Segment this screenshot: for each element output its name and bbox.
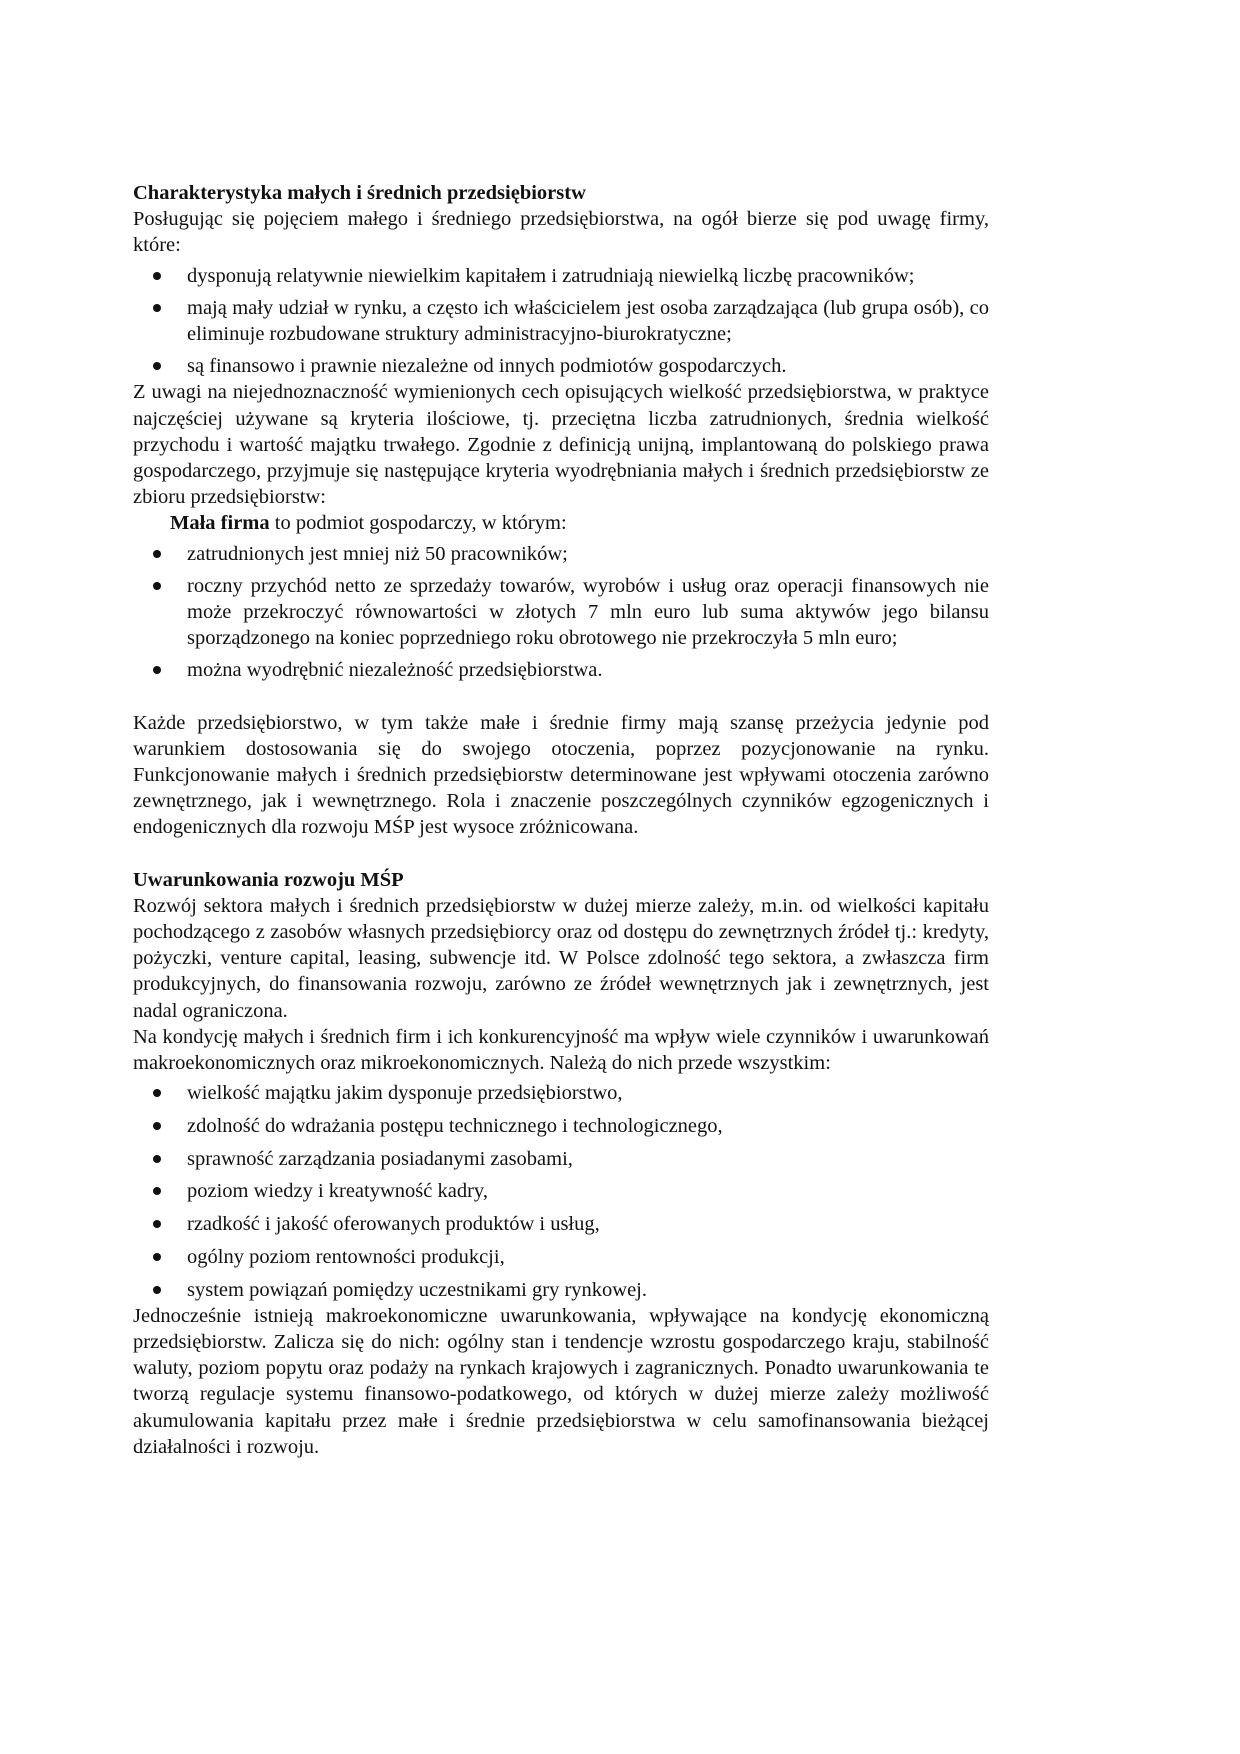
bullet-icon <box>153 1286 161 1294</box>
bullet-icon <box>153 362 161 370</box>
bullet-icon <box>153 1122 161 1130</box>
factors-intro-paragraph: Na kondycję małych i średnich firm i ich konkurencyjność ma wpływ wiele czynników i uwarunkowań makroekonomicznych oraz mikroekonomicznych. Należą do nich przede wszystkim: <box>133 1025 989 1075</box>
criteria-paragraph: Z uwagi na niejednoznaczność wymienionych cech opisujących wielkość przedsiębiorstwa, w praktyce najczęściej używane są kryteria ilościowe, tj. przeciętna liczba zatrudnionych, średnia wielkość przychodu i wartość majątku trwałego. Zgodnie z definicją unijną, implantowaną do polskiego prawa gospodarczego, przyjmuje się następujące kryteria wyodrębniania małych i średnich przedsiębiorstw ze zbioru przedsiębiorstw: <box>133 381 989 509</box>
list-item: są finansowo i prawnie niezależne od innych podmiotów gospodarczych. <box>133 353 989 379</box>
bullet-icon <box>153 1220 161 1228</box>
firm-traits-list <box>133 263 989 380</box>
factors-list <box>133 1080 989 1302</box>
list-item: zdolność do wdrażania postępu technicznego i technologicznego, <box>133 1113 989 1139</box>
list-item: system powiązań pomiędzy uczestnikami gry rynkowej. <box>133 1277 989 1303</box>
bullet-icon <box>153 666 161 674</box>
bullet-icon <box>153 582 161 590</box>
list-item: roczny przychód netto ze sprzedaży towarów, wyrobów i usług oraz operacji finansowych nie może przekroczyć równowartości w złotych 7 mln euro lub suma aktywów jego bilansu sporządzonego na koniec poprzedniego roku obrotowego nie przekroczyła 5 mln euro; <box>133 573 989 652</box>
intro-paragraph: Posługując się pojęciem małego i średniego przedsiębiorstwa, na ogół bierze się pod uwagę firmy, które: <box>133 208 989 257</box>
financing-paragraph: Rozwój sektora małych i średnich przedsiębiorstw w dużej mierze zależy, m.in. od wielkości kapitału pochodzącego z zasobów własnych przedsiębiorcy oraz od dostępu do zewnętrznych źródeł tj.: kredyty, pożyczki, venture capital, leasing, subwencje itd. W Polsce zdolność tego sektora, a zwłaszcza firm produkcyjnych, do finansowania rozwoju, zarówno ze źródeł wewnętrznych jak i zewnętrznych, jest nadal ograniczona. <box>133 894 989 1022</box>
document-page <box>133 180 989 1460</box>
bullet-icon <box>153 1155 161 1163</box>
list-item: wielkość majątku jakim dysponuje przedsiębiorstwo, <box>133 1080 989 1106</box>
bullet-icon <box>153 550 161 558</box>
macro-conditions-paragraph: Jednocześnie istnieją makroekonomiczne uwarunkowania, wpływające na kondycję ekonomiczną przedsiębiorstw. Zalicza się do nich: ogólny stan i tendencje wzrostu gospodarczego kraju, stabilność waluty, poziom popytu oraz podaży na rynkach krajowych i zagranicznych. Ponadto uwarunkowania te tworzą regulacje systemu finansowo-podatkowego, od których w dużej mierze zależy możliwość akumulowania kapitału przez małe i średnie przedsiębiorstwa w celu samofinansowania bieżącej działalności i rozwoju. <box>133 1304 989 1458</box>
small-firm-term: Mała firma <box>170 512 270 535</box>
list-item: dysponują relatywnie niewielkim kapitałem i zatrudniają niewielką liczbę pracowników; <box>133 263 989 289</box>
list-item: ogólny poziom rentowności produkcji, <box>133 1244 989 1270</box>
list-item: poziom wiedzy i kreatywność kadry, <box>133 1178 989 1204</box>
small-firm-definition <box>133 510 989 536</box>
bullet-icon <box>153 1187 161 1195</box>
blank-line <box>133 684 989 710</box>
list-item: można wyodrębnić niezależność przedsiębiorstwa. <box>133 657 989 683</box>
bullet-icon <box>153 1253 161 1261</box>
bullet-icon <box>153 272 161 280</box>
bullet-icon <box>153 304 161 312</box>
list-item: mają mały udział w rynku, a często ich właścicielem jest osoba zarządzająca (lub grupa osób), co eliminuje rozbudowane struktury administracyjno-biurokratyczne; <box>133 295 989 347</box>
blank-line <box>133 841 989 867</box>
list-item: rzadkość i jakość oferowanych produktów i usług, <box>133 1211 989 1237</box>
environment-paragraph: Każde przedsiębiorstwo, w tym także małe i średnie firmy mają szansę przeżycia jedynie pod warunkiem dostosowania się do swojego otoczenia, poprzez pozycjonowanie na rynku. Funkcjonowanie małych i średnich przedsiębiorstw determinowane jest wpływami otoczenia zarówno zewnętrznego, jak i wewnętrznego. Rola i znaczenie poszczególnych czynników egzogenicznych i endogenicznych dla rozwoju MŚP jest wysoce zróżnicowana. <box>133 711 989 839</box>
list-item: sprawność zarządzania posiadanymi zasobami, <box>133 1146 989 1172</box>
section-heading-characteristics: Charakterystyka małych i średnich przedsiębiorstw <box>133 182 586 204</box>
section-heading-conditions: Uwarunkowania rozwoju MŚP <box>133 868 404 891</box>
small-firm-criteria-list <box>133 541 989 684</box>
list-item: zatrudnionych jest mniej niż 50 pracowników; <box>133 541 989 567</box>
small-firm-rest: to podmiot gospodarczy, w którym: <box>269 512 567 535</box>
bullet-icon <box>153 1089 161 1097</box>
